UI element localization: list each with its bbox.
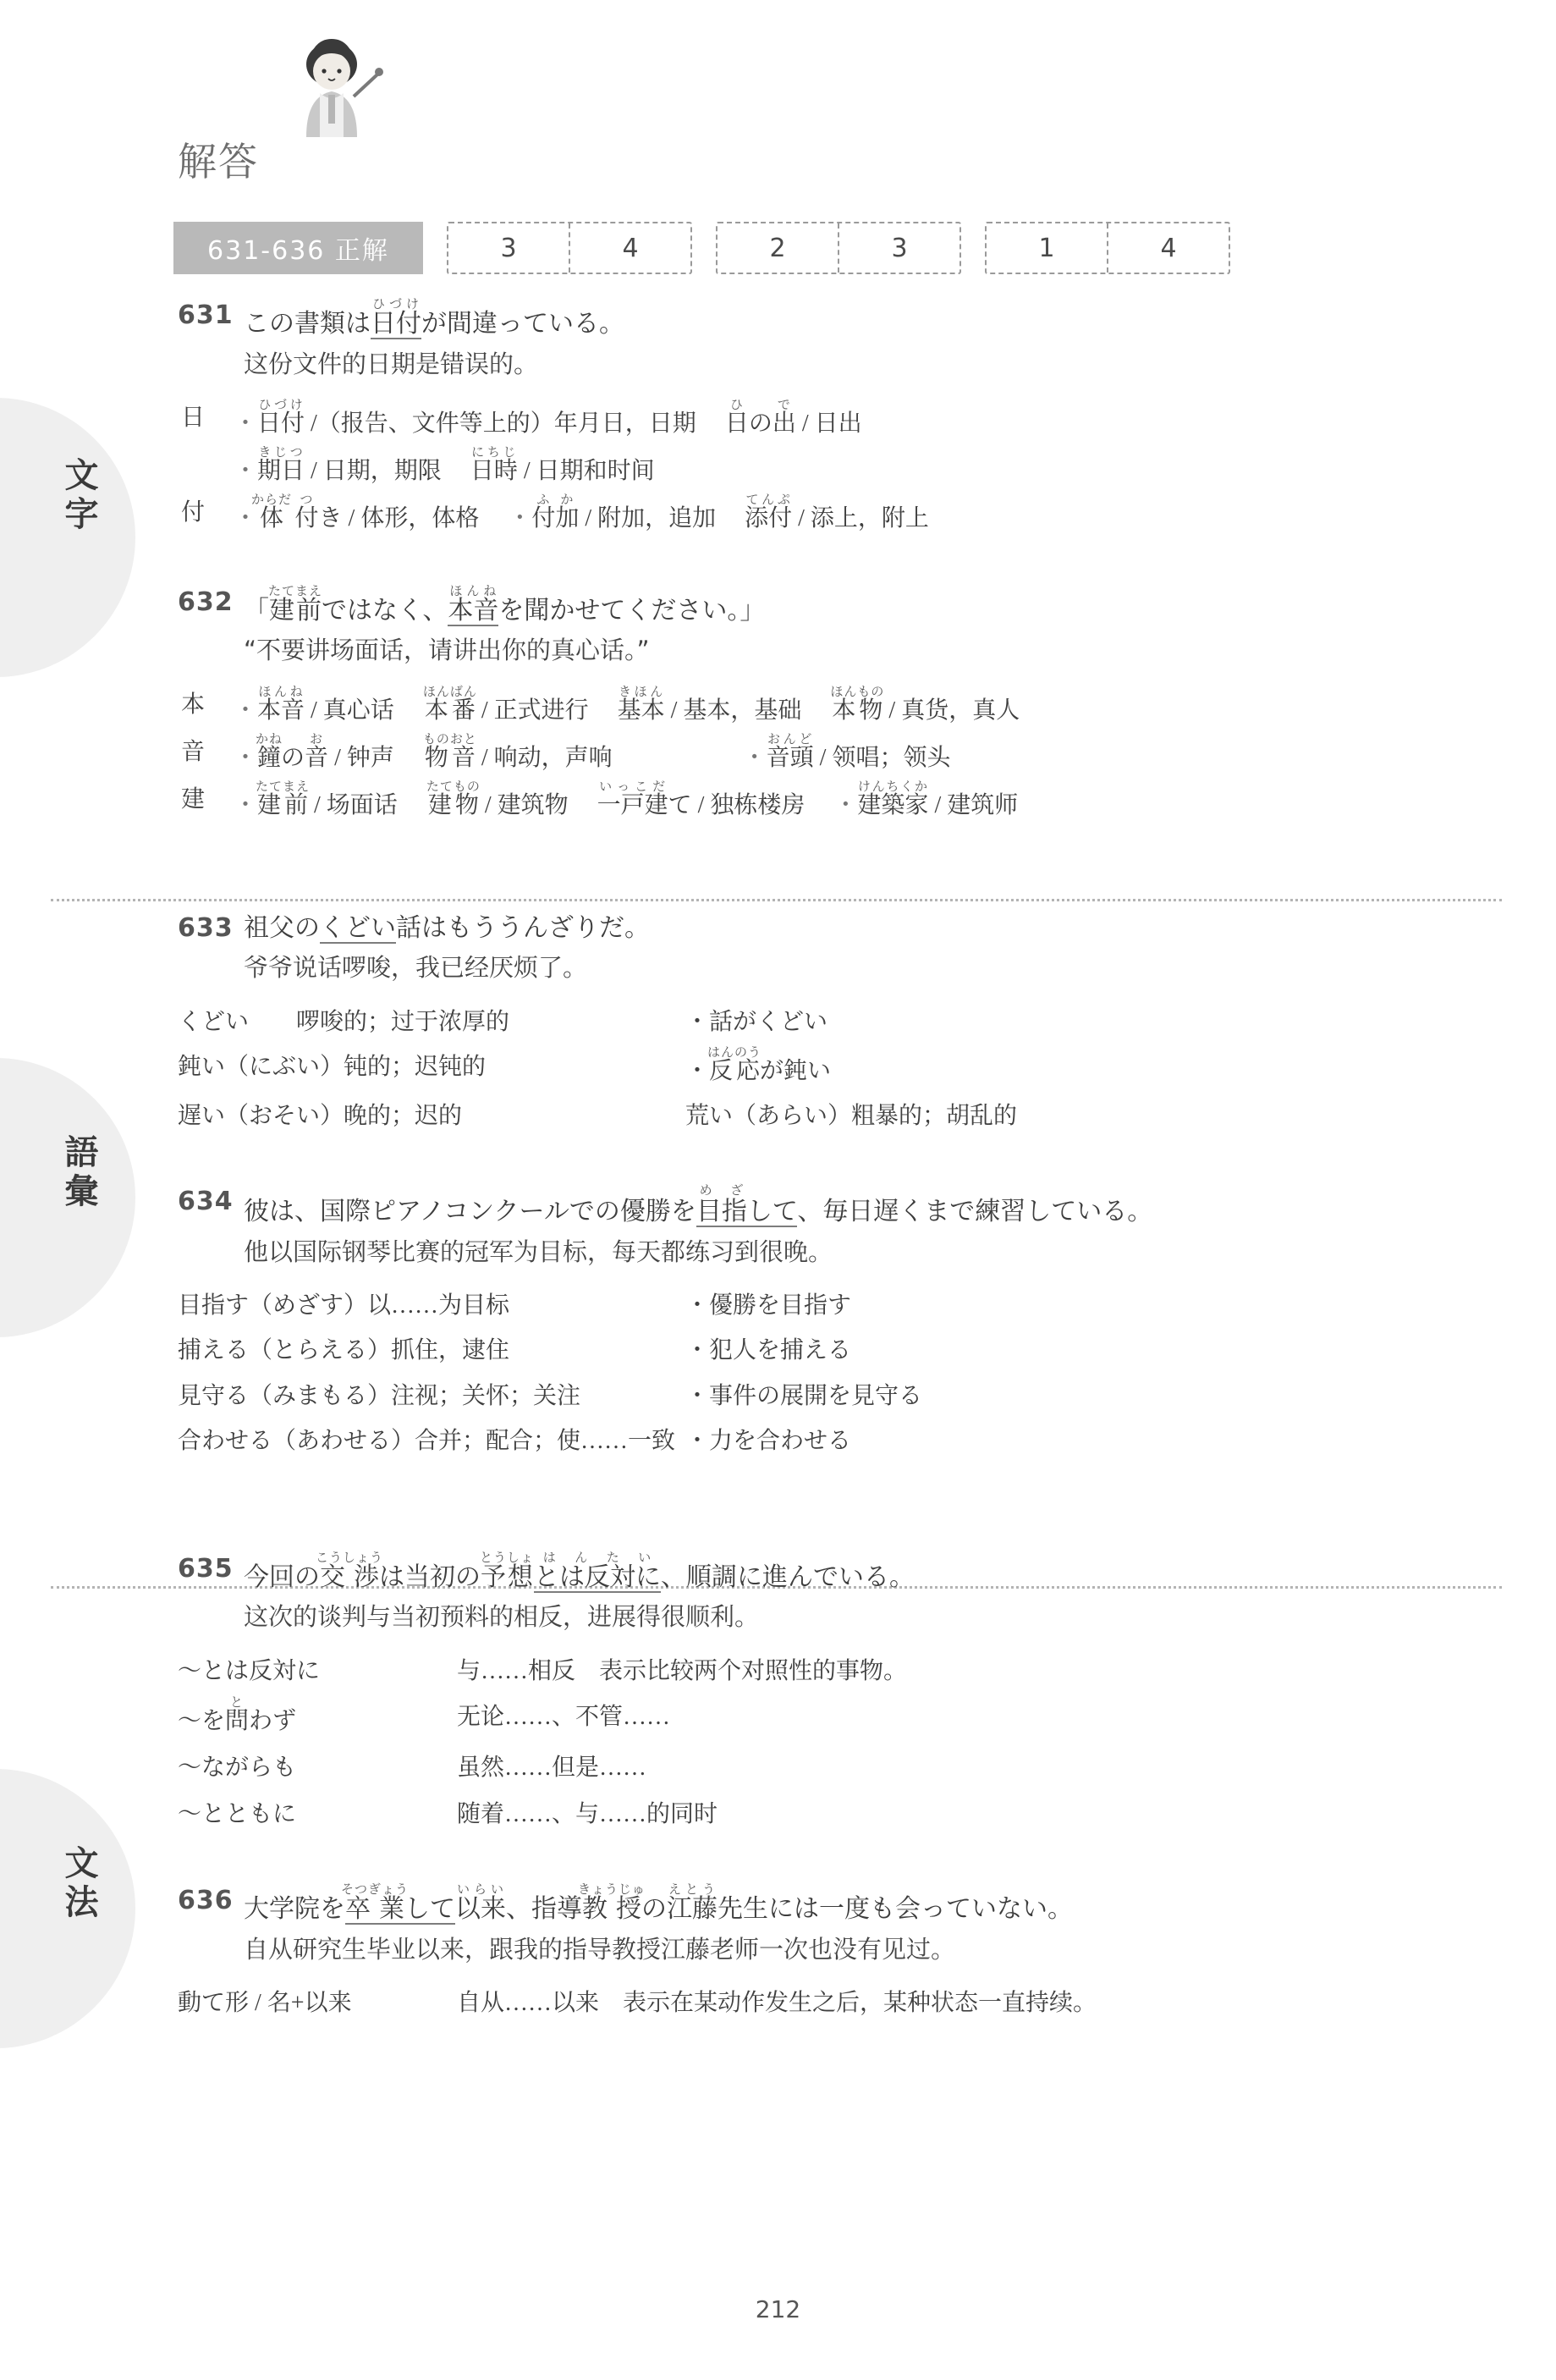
vocab-example: ・優勝を目指す [685,1292,852,1319]
page-title: 解答 [178,140,259,184]
vocab-table-633 [178,1000,1498,1139]
answer-cell-631: 3 [500,233,517,263]
question-block-635 [178,1550,1498,1837]
expansion-item: 建物たてもの / 建筑物 [426,778,569,818]
expansion-item: ・ 期日きじつ / 日期，期限 [234,444,442,492]
answer-cell-635: 1 [1038,233,1055,263]
question-sentence-jp: 今回の交渉こうしょうは当初の予想とうしょとは反対にはんたい、順調に進んでいる。 [244,1549,915,1591]
question-sentence-cn: 他以国际钢琴比赛的冠军为目标，每天都练习到很晚。 [244,1237,833,1266]
expansion-632 [181,684,1498,826]
expansion-item: 一戸建いっこだて / 独栋楼房 [597,778,805,818]
grammar-meaning: 虽然……但是…… [457,1754,647,1781]
question-number: 632 [178,587,234,617]
expansion-item: 本物ほんもの / 真货，真人 [830,683,1020,724]
expansion-key: 本 [181,691,206,718]
grammar-list-635 [178,1649,1498,1837]
question-sentence-jp: 「建前たてまえではなく、本音ほんねを聞かせてください。」 [244,582,766,625]
expansion-item: ・ 体からだ 付つき / 体形，体格 [234,492,479,539]
answer-range-label: 631-636 正解 [173,222,423,274]
expansion-item: 添付てんぷ / 添上，附上 [745,491,929,532]
question-number: 636 [178,1886,234,1916]
answer-explanations [178,296,1498,2032]
expansion-key: 建 [181,785,206,813]
expansion-item: 基本きほん / 基本，基础 [617,683,802,724]
question-number: 634 [178,1187,234,1217]
question-block-633 [178,909,1498,1138]
question-sentence-cn: 爷爷说话啰唆，我已经厌烦了。 [244,953,588,983]
answer-key-bar [173,222,1481,274]
grammar-pattern: 動て形 / 名+以来 [178,1990,352,2017]
question-sentence-cn: “不要讲场面话，请讲出你的真心话。” [244,636,650,665]
vocab-entry: くどい 啰唆的；过于浓厚的 [178,1008,510,1035]
expansion-item: 本番ほんばん / 正式进行 [422,683,589,724]
expansion-item: 日時にちじ / 日期和时间 [470,443,655,484]
question-sentence-cn: 这次的谈判与当初预料的相反，进展得很顺利。 [244,1602,760,1632]
question-sentence-jp: この書類は日付ひづけが間違っている。 [244,296,624,338]
expansion-item: ・ 本音ほんね / 真心话 [234,684,394,731]
vocab-entry: 荒い（あらい）粗暴的；胡乱的 [685,1103,1018,1130]
vocab-entry: 合わせる（あわせる）合并；配合；使……一致 [178,1427,676,1454]
expansion-key: 付 [181,499,206,526]
teacher-illustration-icon [279,34,389,144]
expansion-item: ・ 建築家けんちくか / 建筑师 [833,779,1018,826]
answer-cell-633: 2 [769,233,786,263]
expansion-item: ・ 付加ふか / 附加，追加 [508,492,716,539]
question-number: 631 [178,300,234,330]
grammar-pattern: ～とともに [178,1800,297,1827]
question-sentence-jp: 彼は、国際ピアノコンクールでの優勝を目指め ざして、毎日遅くまで練習している。 [244,1182,1153,1226]
grammar-meaning: 随着……、与……的同时 [457,1800,718,1827]
question-number: 635 [178,1553,234,1584]
expansion-631 [181,397,1498,539]
grammar-pattern: ～とは反対に [178,1657,321,1684]
vocab-entry: 目指す（めざす）以……为目标 [178,1292,510,1319]
page-number: 212 [755,2295,801,2323]
grammar-pattern: ～を問とわず [178,1694,297,1735]
answer-group-1 [447,222,692,274]
question-sentence-jp: 大学院を卒業そつぎょうして以来いらい、指導教授きょうじゅの江藤えとう先生には一度も会っていない。 [244,1881,1074,1924]
question-block-631 [178,296,1498,539]
question-number: 633 [178,912,234,943]
vocab-table-634 [178,1283,1498,1463]
question-sentence-cn: 自从研究生毕业以来，跟我的指导教授江藤老师一次也没有见过。 [244,1934,956,1964]
question-sentence-jp: 祖父のくどい話はもううんざりだ。 [244,913,650,942]
vocab-entry: 遅い（おそい）晚的；迟的 [178,1103,463,1130]
expansion-key: 日 [181,404,206,431]
answer-group-2 [716,222,961,274]
grammar-list-636 [178,1981,1498,2027]
page-header [178,34,1481,184]
answer-group-3 [985,222,1230,274]
expansion-item: ・ 音頭おんど / 领唱；领头 [743,731,951,779]
expansion-item: ・ 建前たてまえ / 场面话 [234,779,398,826]
vocab-example: ・力を合わせる [685,1427,852,1454]
question-sentence-cn: 这份文件的日期是错误的。 [244,349,539,378]
vocab-example: ・反応はんのうが鈍い [685,1044,832,1084]
grammar-meaning: 自从……以来 表示在某动作发生之后，某种状态一直持续。 [457,1990,1097,2017]
grammar-meaning: 无论……、不管…… [457,1704,671,1731]
vocab-entry: 捕える（とらえる）抓住，逮住 [178,1337,510,1364]
grammar-meaning: 与……相反 表示比较两个对照性的事物。 [457,1657,908,1684]
answer-cell-636: 4 [1107,223,1229,273]
vocab-example: ・話がくどい [685,1008,828,1035]
vocab-example: ・犯人を捕える [685,1337,852,1364]
expansion-item: 日ひの出で / 日出 [724,396,862,437]
expansion-item: ・ 鐘かねの音お / 钟声 [234,731,394,779]
decorative-arc [0,398,135,677]
vocab-example: ・事件の展開を見守る [685,1382,923,1409]
question-block-632 [178,583,1498,826]
question-block-634 [178,1182,1498,1463]
vocab-entry: 見守る（みまもる）注视；关怀；关注 [178,1382,581,1409]
answer-cell-634: 3 [838,223,959,273]
expansion-key: 音 [181,738,206,765]
section-label-moji: 文字 [59,457,99,535]
answer-cell-632: 4 [569,223,690,273]
expansion-item: ・ 日付ひづけ /（报告、文件等上的）年月日，日期 [234,397,696,444]
vocab-entry: 鈍い（にぶい）钝的；迟钝的 [178,1053,487,1080]
grammar-pattern: ～ながらも [178,1754,297,1781]
section-label-bunpou: 文法 [59,1845,99,1923]
section-label-goi: 語彙 [59,1134,99,1212]
question-block-636 [178,1881,1498,2026]
expansion-item: 物音ものおと / 响动，声响 [422,730,613,771]
